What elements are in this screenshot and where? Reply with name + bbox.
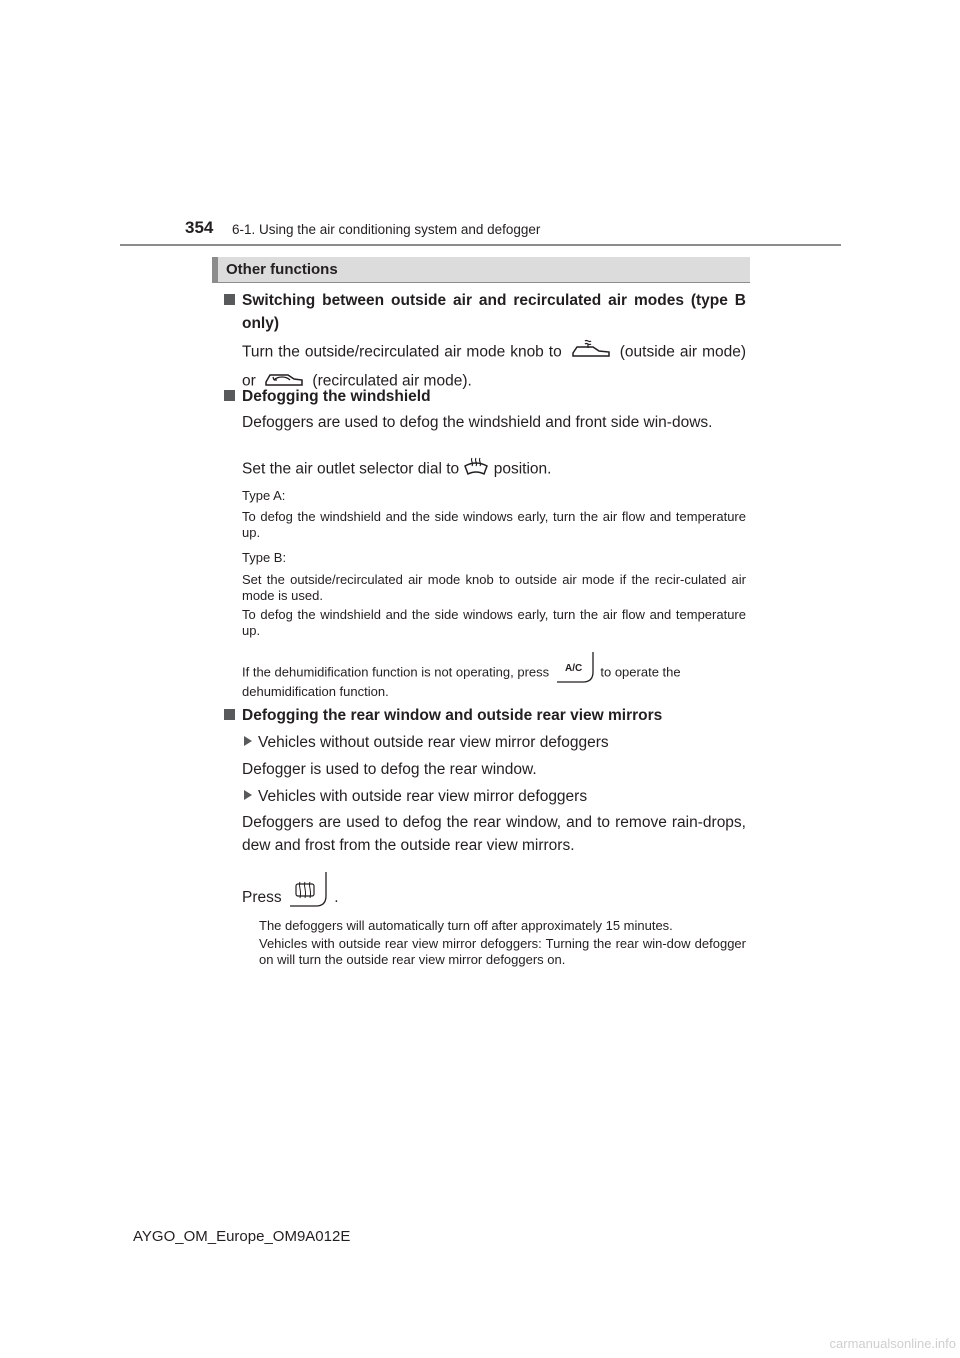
type-b-label: Type B:	[242, 550, 287, 565]
chapter-title: 6-1. Using the air conditioning system and defogger	[232, 222, 541, 237]
header-rule	[120, 244, 841, 246]
square-bullet-icon	[224, 390, 235, 401]
triangle-bullet-icon	[244, 790, 252, 800]
windshield-body: Defoggers are used to defog the windshield and front side win-dows.	[242, 414, 713, 431]
dehumidification-instruction-end: dehumidification function.	[242, 684, 389, 699]
sub-item-without-mirror-defoggers: Vehicles without outside rear view mirror defoggers	[244, 731, 609, 754]
footer-doc-code: AYGO_OM_Europe_OM9A012E	[133, 1228, 351, 1245]
triangle-bullet-icon	[244, 736, 252, 746]
rear-note-2: Vehicles with outside rear view mirror defoggers: Turning the rear win-dow defogger on will turn the outside rear view mirror defoggers on.	[259, 936, 746, 967]
type-a-label: Type A:	[242, 488, 286, 503]
outside-air-mode-icon	[567, 338, 615, 367]
square-bullet-icon	[224, 294, 235, 305]
dehumidification-instruction: If the dehumidification function is not operating, press A/C to operate the	[242, 648, 746, 698]
heading-text: Defogging the windshield	[242, 388, 431, 405]
switching-body: Turn the outside/recirculated air mode knob to (outside air mode) or (recirculated air mode).	[242, 338, 746, 396]
heading-defog-windshield	[224, 385, 746, 408]
windshield-defogger-icon	[463, 456, 489, 483]
rear-text-1: Defogger is used to defog the rear window.	[242, 761, 537, 778]
type-b-text-2: To defog the windshield and the side windows early, turn the air flow and temperature up.	[242, 607, 746, 638]
type-b-text-1: Set the outside/recirculated air mode knob to outside air mode if the recir-culated air mode is used.	[242, 572, 746, 603]
windshield-dial-instruction: Set the air outlet selector dial to position.	[242, 456, 746, 483]
page-number: 354	[185, 218, 214, 237]
rear-note-1: The defoggers will automatically turn off after approximately 15 minutes.	[259, 918, 673, 933]
square-bullet-icon	[224, 709, 235, 720]
watermark: carmanualsonline.info	[829, 1336, 956, 1351]
ac-button-label: A/C	[564, 663, 582, 674]
heading-switching-air-modes	[224, 289, 746, 335]
heading-text: Switching between outside air and recirculated air modes (type B only)	[242, 292, 746, 332]
section-title: Other functions	[226, 261, 338, 278]
press-instruction: Press .	[242, 868, 746, 928]
sub-item-with-mirror-defoggers: Vehicles with outside rear view mirror defoggers	[244, 785, 587, 808]
heading-defog-rear	[224, 704, 746, 727]
heading-text: Defogging the rear window and outside rear view mirrors	[242, 707, 663, 724]
type-a-text: To defog the windshield and the side windows early, turn the air flow and temperature up.	[242, 509, 746, 540]
rear-text-2: Defoggers are used to defog the rear window, and to remove rain-drops, dew and frost from the outside rear view mirrors.	[242, 814, 746, 854]
section-header	[212, 257, 750, 283]
